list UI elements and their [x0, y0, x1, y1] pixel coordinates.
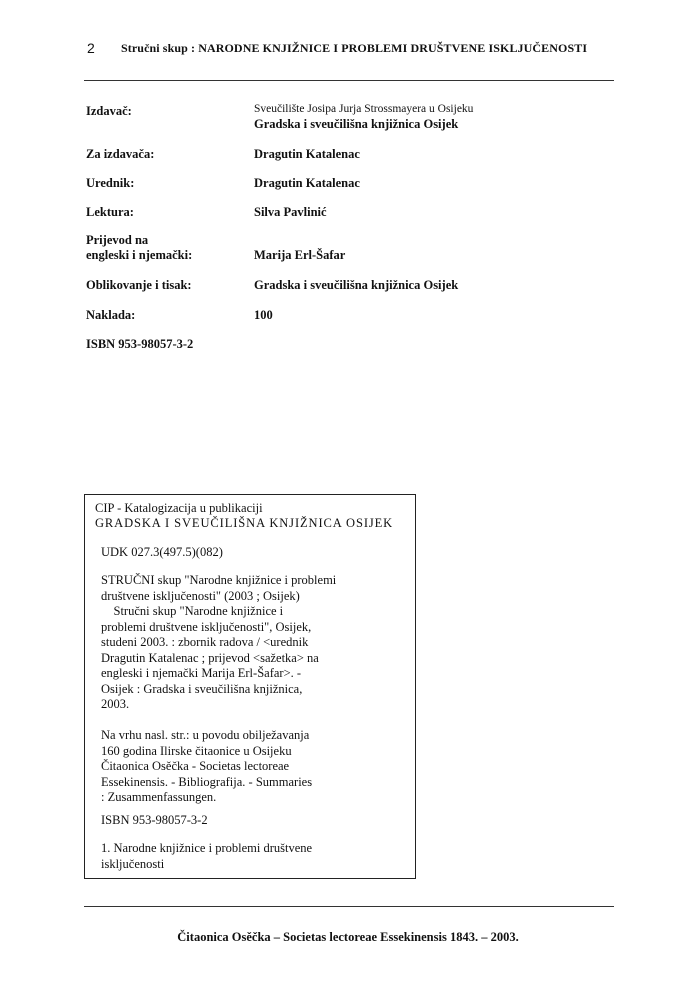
cip-entry: [101, 573, 411, 713]
cip-note-line: Na vrhu nasl. str.: u povodu obilježavanja: [101, 728, 310, 742]
cip-heading: CIP - Katalogizacija u publikaciji: [95, 501, 263, 515]
cip-note-line: 160 godina Ilirske čitaonice u Osijeku: [101, 743, 292, 758]
cip-subject-line: isključenosti: [101, 856, 165, 871]
footer-rule: [84, 906, 614, 907]
translation-value: Marija Erl-Šafar: [254, 248, 346, 262]
cip-subject: [101, 841, 411, 872]
cip-entry-line: problemi društvene isključenosti", Osijek,: [101, 619, 312, 634]
cip-isbn: ISBN 953-98057-3-2: [101, 813, 208, 827]
design-value: Gradska i sveučilišna knjižnica Osijek: [254, 278, 459, 292]
print-run-value: 100: [254, 308, 273, 322]
print-run-label: Naklada:: [86, 308, 136, 322]
cip-entry-line: engleski i njemački Marija Erl-Šafar>. -: [101, 666, 302, 680]
cip-entry-line: studeni 2003. : zbornik radova / <urednik: [101, 635, 309, 649]
cip-entry-line: Stručni skup "Narodne knjižnice i: [101, 604, 284, 618]
cip-udk: UDK 027.3(497.5)(082): [101, 545, 223, 559]
editor-value: Dragutin Katalenac: [254, 176, 360, 190]
running-head: Stručni skup : NARODNE KNJIŽNICE I PROBLEMI DRUŠTVENE ISKLJUČENOSTI: [121, 41, 588, 55]
editor-label: Urednik:: [86, 176, 135, 190]
header-rule: [84, 80, 614, 81]
proofreading-label: Lektura:: [86, 205, 134, 219]
publisher-line-1: Sveučilište Josipa Jurja Strossmayera u Osijeku: [254, 103, 474, 115]
cip-note-line: : Zusammenfassungen.: [101, 790, 217, 804]
cip-note: [101, 728, 411, 806]
cip-entry-line: STRUČNI skup "Narodne knjižnice i problemi: [101, 573, 337, 587]
page-number: 2: [87, 40, 95, 56]
cip-note-line: Čitaonica Osěčka - Societas lectoreae: [101, 759, 290, 773]
publisher-line-2: Gradska i sveučilišna knjižnica Osijek: [254, 117, 459, 131]
cip-subject-line: 1. Narodne knjižnice i problemi društvene: [101, 841, 313, 855]
cip-entry-line: Osijek : Gradska i sveučilišna knjižnica,: [101, 681, 303, 696]
cip-library-name: GRADSKA I SVEUČILIŠNA KNJIŽNICA OSIJEK: [95, 516, 394, 530]
proofreading-value: Silva Pavlinić: [254, 205, 327, 219]
translation-label-line-1: Prijevod na: [86, 233, 149, 247]
cip-record-box: [84, 494, 416, 879]
publisher-label: Izdavač:: [86, 104, 132, 118]
for-publisher-value: Dragutin Katalenac: [254, 147, 360, 161]
cip-note-line: Essekinensis. - Bibliografija. - Summaries: [101, 774, 313, 789]
cip-entry-line: 2003.: [101, 697, 130, 711]
design-label: Oblikovanje i tisak:: [86, 278, 192, 292]
cip-entry-line: društvene isključenosti" (2003 ; Osijek): [101, 588, 300, 603]
for-publisher-label: Za izdavača:: [86, 147, 155, 161]
isbn-imprint: ISBN 953-98057-3-2: [86, 337, 194, 351]
footer-text: Čitaonica Osěčka – Societas lectoreae Essekinensis 1843. – 2003.: [177, 930, 519, 944]
translation-label-line-2: engleski i njemački:: [86, 248, 193, 262]
cip-entry-line: Dragutin Katalenac ; prijevod <sažetka> na: [101, 650, 319, 665]
